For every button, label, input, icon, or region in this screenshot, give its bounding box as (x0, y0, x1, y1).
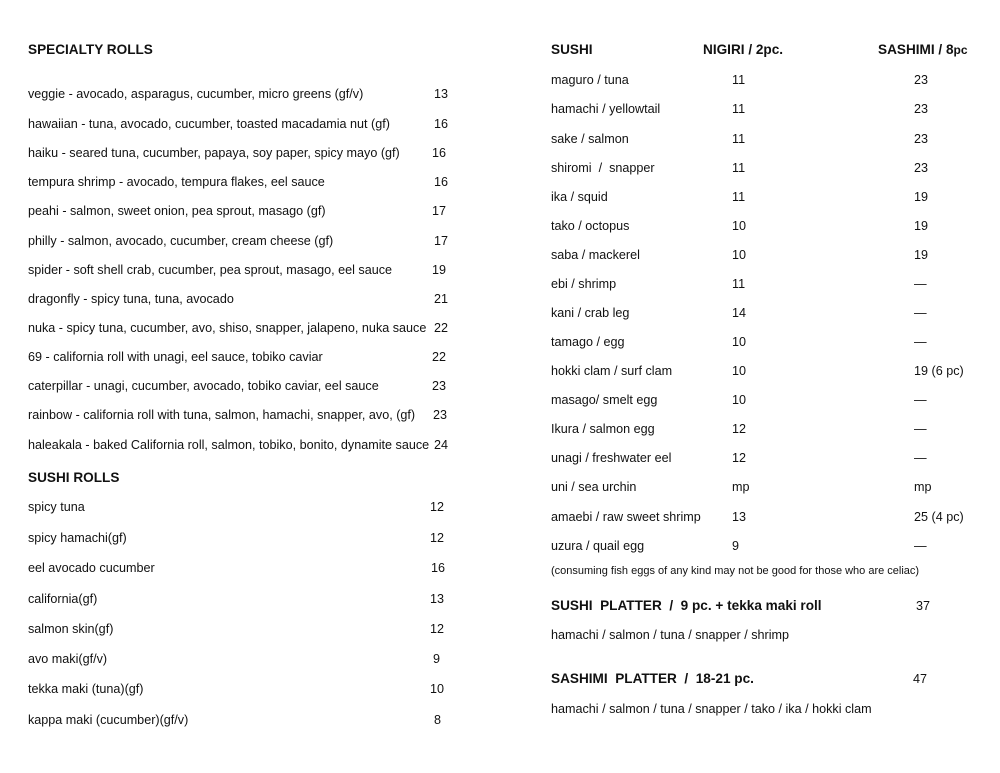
celiac-note: (consuming fish eggs of any kind may not be good for those who are celiac) (551, 565, 920, 577)
sashimi-header-suffix: pc (953, 43, 968, 57)
sashimi-price: mp (914, 480, 932, 494)
sashimi-price: 23 (914, 102, 929, 116)
item-price: 13 (434, 87, 449, 101)
fish-name: hamachi / yellowtail (551, 102, 661, 116)
sashimi-platter-description: hamachi / salmon / tuna / snapper / tako / ika / hokki clam (551, 702, 872, 716)
item-price: 23 (432, 379, 447, 393)
item-name: spicy hamachi(gf) (28, 531, 127, 545)
item-name: spider - soft shell crab, cucumber, pea sprout, masago, eel sauce (28, 263, 393, 277)
fish-name: masago/ smelt egg (551, 393, 658, 407)
item-price: 22 (432, 350, 447, 364)
fish-name: amaebi / raw sweet shrimp (551, 510, 701, 524)
sushi-rolls-heading: SUSHI ROLLS (28, 470, 120, 485)
sushi-platter-heading: SUSHI PLATTER / 9 pc. + tekka maki roll (551, 598, 822, 613)
nigiri-column-header: NIGIRI / 2pc. (703, 42, 784, 57)
item-name: 69 - california roll with unagi, eel sauce, tobiko caviar (28, 350, 323, 364)
item-name: veggie - avocado, asparagus, cucumber, micro greens (gf/v) (28, 87, 364, 101)
nigiri-price: 11 (732, 102, 746, 116)
sashimi-price: — (914, 451, 927, 465)
item-name: peahi - salmon, sweet onion, pea sprout, masago (gf) (28, 204, 326, 218)
item-price: 12 (430, 531, 445, 545)
sashimi-price: 19 (914, 219, 929, 233)
item-name: salmon skin(gf) (28, 622, 114, 636)
item-name: nuka - spicy tuna, cucumber, avo, shiso, snapper, jalapeno, nuka sauce (28, 321, 427, 335)
fish-name: maguro / tuna (551, 73, 629, 87)
item-name: tekka maki (tuna)(gf) (28, 682, 144, 696)
item-price: 16 (434, 175, 449, 189)
sushi-heading: SUSHI (551, 42, 593, 57)
nigiri-price: 11 (732, 73, 746, 87)
sashimi-price: 23 (914, 73, 929, 87)
fish-name: ika / squid (551, 190, 608, 204)
nigiri-price: 12 (732, 451, 747, 465)
sashimi-platter-heading: SASHIMI PLATTER / 18-21 pc. (551, 671, 754, 686)
item-price: 21 (434, 292, 449, 306)
item-price: 24 (434, 438, 449, 452)
fish-name: uzura / quail egg (551, 539, 645, 553)
sashimi-price: — (914, 393, 927, 407)
nigiri-price: 10 (732, 335, 747, 349)
item-name: haleakala - baked California roll, salmon, tobiko, bonito, dynamite sauce (28, 438, 430, 452)
item-price: 12 (430, 622, 445, 636)
item-price: 19 (432, 263, 447, 277)
sashimi-price: — (914, 539, 927, 553)
item-name: kappa maki (cucumber)(gf/v) (28, 713, 189, 727)
item-name: haiku - seared tuna, cucumber, papaya, soy paper, spicy mayo (gf) (28, 146, 400, 160)
item-name: caterpillar - unagi, cucumber, avocado, tobiko caviar, eel sauce (28, 379, 379, 393)
nigiri-price: 11 (732, 161, 746, 175)
item-price: 16 (434, 117, 449, 131)
fish-name: sake / salmon (551, 132, 629, 146)
fish-name: kani / crab leg (551, 306, 630, 320)
item-name: philly - salmon, avocado, cucumber, cream cheese (gf) (28, 234, 334, 248)
nigiri-price: 10 (732, 248, 747, 262)
item-price: 16 (432, 146, 447, 160)
nigiri-price: 11 (732, 190, 746, 204)
fish-name: Ikura / salmon egg (551, 422, 655, 436)
item-price: 22 (434, 321, 449, 335)
nigiri-price: 12 (732, 422, 747, 436)
nigiri-price: 11 (732, 132, 746, 146)
fish-name: hokki clam / surf clam (551, 364, 673, 378)
fish-name: ebi / shrimp (551, 277, 617, 291)
sashimi-price: 25 (4 pc) (914, 510, 964, 524)
fish-name: shiromi / snapper (551, 161, 655, 175)
nigiri-price: 10 (732, 219, 747, 233)
sashimi-price: 19 (6 pc) (914, 364, 964, 378)
sashimi-column-header (878, 42, 968, 58)
nigiri-price: 14 (732, 306, 747, 320)
item-name: tempura shrimp - avocado, tempura flakes, eel sauce (28, 175, 325, 189)
sashimi-price: 23 (914, 132, 929, 146)
item-price: 10 (430, 682, 445, 696)
item-price: 23 (433, 408, 448, 422)
fish-name: saba / mackerel (551, 248, 640, 262)
fish-name: tako / octopus (551, 219, 630, 233)
item-price: 17 (434, 234, 449, 248)
specialty-rolls-heading: SPECIALTY ROLLS (28, 42, 153, 57)
item-name: dragonfly - spicy tuna, tuna, avocado (28, 292, 234, 306)
nigiri-price: 9 (732, 539, 740, 553)
sashimi-price: — (914, 422, 927, 436)
sashimi-price: — (914, 335, 927, 349)
sashimi-price: — (914, 277, 927, 291)
item-name: california(gf) (28, 592, 98, 606)
nigiri-price: 10 (732, 393, 747, 407)
sashimi-price: — (914, 306, 927, 320)
fish-name: uni / sea urchin (551, 480, 637, 494)
item-price: 16 (431, 561, 446, 575)
sashimi-price: 19 (914, 190, 929, 204)
item-name: avo maki(gf/v) (28, 652, 108, 666)
item-price: 13 (430, 592, 445, 606)
sashimi-header-main: SASHIMI / 8 (878, 42, 954, 57)
sashimi-price: 19 (914, 248, 929, 262)
item-name: eel avocado cucumber (28, 561, 155, 575)
item-name: hawaiian - tuna, avocado, cucumber, toasted macadamia nut (gf) (28, 117, 390, 131)
item-name: spicy tuna (28, 500, 85, 514)
item-price: 9 (433, 652, 441, 666)
nigiri-price: 13 (732, 510, 747, 524)
item-name: rainbow - california roll with tuna, salmon, hamachi, snapper, avo, (gf) (28, 408, 416, 422)
fish-name: unagi / freshwater eel (551, 451, 672, 465)
fish-name: tamago / egg (551, 335, 625, 349)
sashimi-price: 23 (914, 161, 929, 175)
sushi-platter-description: hamachi / salmon / tuna / snapper / shrimp (551, 628, 789, 642)
nigiri-price: mp (732, 480, 750, 494)
nigiri-price: 10 (732, 364, 747, 378)
sashimi-platter-price: 47 (913, 672, 928, 686)
nigiri-price: 11 (732, 277, 746, 291)
sushi-platter-price: 37 (916, 599, 931, 613)
item-price: 12 (430, 500, 445, 514)
item-price: 17 (432, 204, 447, 218)
item-price: 8 (434, 713, 442, 727)
